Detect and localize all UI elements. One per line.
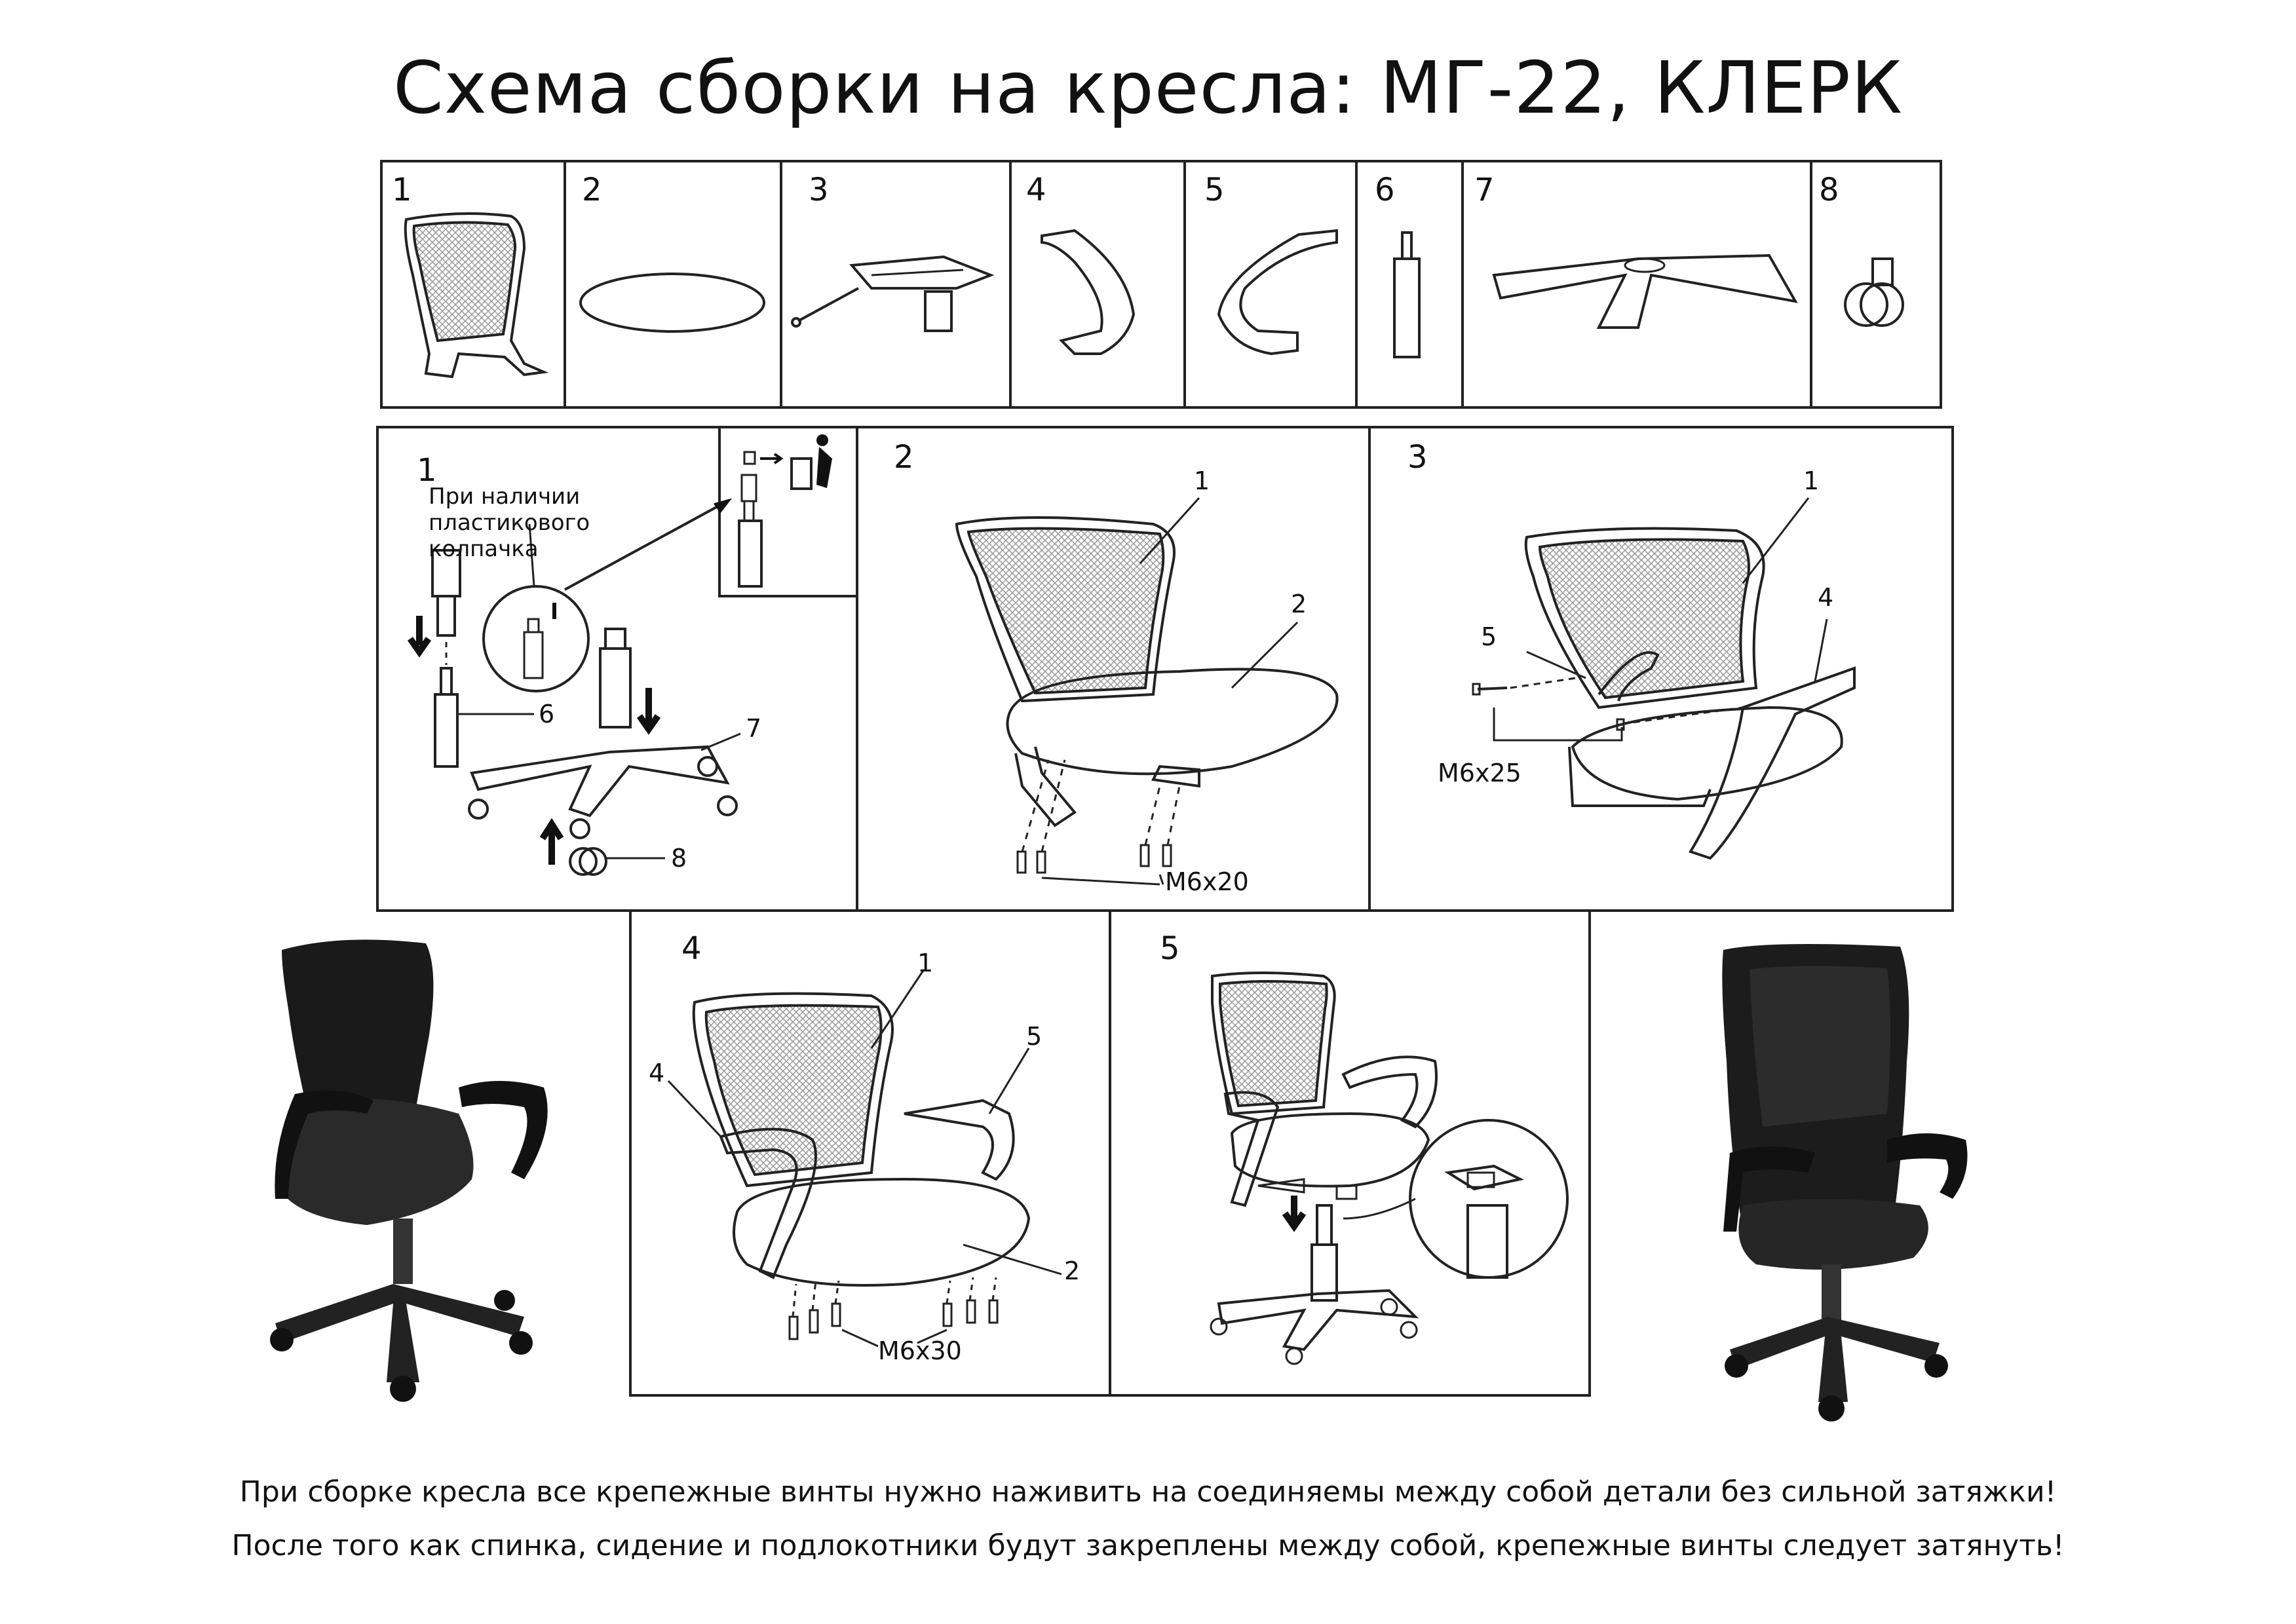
step1-label-base: 7 <box>746 714 762 743</box>
part-2-number: 2 <box>582 172 602 208</box>
part-3-number: 3 <box>809 172 829 208</box>
step5-drawing <box>1211 973 1567 1364</box>
step3-drawing <box>1473 498 1854 858</box>
step3-label-armrest-left: 4 <box>1818 583 1834 612</box>
leather-executive-chair-photo <box>1722 944 1967 1422</box>
page-title: Схема сборки на кресла: МГ-22, КЛЕРК <box>392 46 1904 130</box>
step-4-number: 4 <box>681 930 702 967</box>
step4-label-seat: 2 <box>1064 1256 1081 1285</box>
footer-note-1: При сборке кресла все крепежные винты нужно наживить на соединяемы между собой детали без сильной затяжки! <box>239 1475 2057 1509</box>
step-1-number: 1 <box>417 452 437 489</box>
step3-label-armrest-right: 5 <box>1481 622 1497 651</box>
backrest-icon <box>406 214 544 377</box>
gas-lift-icon <box>1394 233 1419 357</box>
part-8-number: 8 <box>1819 172 1839 208</box>
step1-label-caster: 8 <box>671 844 687 873</box>
part-7-number: 7 <box>1474 172 1495 208</box>
part-5-number: 5 <box>1204 172 1225 208</box>
plastic-cap-note: При наличии пластикового колпачка <box>429 483 590 562</box>
step-3-number: 3 <box>1407 439 1428 476</box>
left-armrest-icon <box>1042 231 1134 354</box>
right-armrest-icon <box>1219 231 1337 354</box>
step3-label-backrest: 1 <box>1803 466 1820 495</box>
tilt-mechanism-icon <box>792 257 991 331</box>
step2-drawing <box>957 498 1337 884</box>
step4-label-armrest-left: 4 <box>649 1059 665 1087</box>
step2-label-backrest: 1 <box>1194 466 1210 495</box>
trash-bin-icon <box>739 434 832 586</box>
star-base-icon <box>1494 255 1795 328</box>
step2-screw-size: М6х20 <box>1165 867 1249 896</box>
step-5-number: 5 <box>1160 930 1180 967</box>
part-6-number: 6 <box>1375 172 1395 208</box>
seat-cushion-icon <box>581 274 764 331</box>
step4-label-armrest-right: 5 <box>1026 1022 1043 1051</box>
step4-drawing <box>668 970 1062 1346</box>
step1-label-gas-lift: 6 <box>539 700 555 728</box>
step2-label-seat: 2 <box>1291 590 1307 618</box>
footer-note-2: После того как спинка, сидение и подлокотники будут закреплены между собой, крепежные винты следует затянуть! <box>231 1529 2065 1562</box>
step4-screw-size: М6х30 <box>878 1336 962 1365</box>
part-4-number: 4 <box>1026 172 1046 208</box>
mesh-office-chair-photo <box>270 939 548 1402</box>
step-2-number: 2 <box>894 439 914 476</box>
part-1-number: 1 <box>392 172 412 208</box>
step4-label-backrest: 1 <box>917 949 934 977</box>
step3-screw-size: М6х25 <box>1438 759 1521 787</box>
caster-wheel-icon <box>1845 259 1903 326</box>
